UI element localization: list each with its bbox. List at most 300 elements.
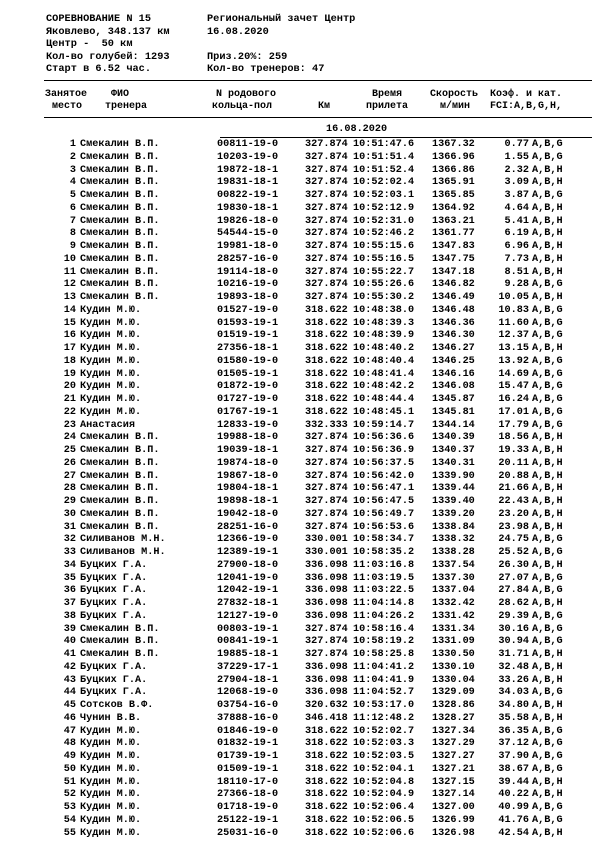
cell-cat: A,B,G — [532, 381, 563, 393]
table-row — [0, 649, 600, 662]
cell-place: 15 — [63, 317, 76, 329]
cell-speed: 1365.85 — [432, 190, 475, 201]
cell-cat: A,B,H — [532, 470, 563, 482]
cell-km: 318.622 — [305, 368, 348, 380]
cell-km: 318.622 — [305, 317, 348, 329]
cell-place: 3 — [69, 164, 76, 176]
cell-coef: 20.88 — [498, 470, 529, 482]
cell-trainer: Смекалин В.П. — [80, 279, 160, 291]
cell-cat: A,B,H — [532, 521, 563, 533]
cell-ring: 19981-18-0 — [217, 241, 279, 252]
cell-cat: A,B,G — [532, 368, 563, 380]
table-row — [0, 241, 600, 254]
cell-speed: 1347.83 — [432, 241, 475, 252]
cell-time: 10:52:06.5 — [353, 814, 415, 826]
cell-speed: 1340.37 — [432, 445, 475, 456]
cell-km: 336.098 — [305, 674, 348, 686]
cell-cat: A,B,H — [532, 228, 563, 240]
cell-cat: A,B,H — [532, 457, 563, 469]
header-date: 16.08.2020 — [207, 25, 269, 38]
cell-coef: 40.99 — [498, 802, 529, 813]
cell-ring: 00803-19-1 — [217, 623, 279, 635]
cell-cat: A,B,G — [532, 279, 563, 291]
cell-cat: A,B,G — [532, 406, 563, 418]
cell-speed: 1339.40 — [432, 496, 475, 507]
cell-km: 318.622 — [305, 304, 348, 316]
cell-cat: A,B,G — [532, 636, 563, 648]
cell-trainer: Кудин М.Ю. — [80, 394, 142, 405]
cell-coef: 13.92 — [498, 355, 529, 367]
cell-trainer: Смекалин В.П. — [80, 253, 160, 265]
cell-km: 327.874 — [305, 457, 348, 469]
table-row — [0, 356, 600, 369]
cell-trainer: Смекалин В.П. — [80, 649, 160, 660]
cell-cat: A,B,G — [532, 190, 563, 201]
cell-time: 10:52:03.1 — [353, 190, 415, 201]
cell-trainer: Кудин М.Ю. — [80, 776, 142, 788]
cell-trainer: Буцких Г.А. — [80, 661, 148, 673]
cell-time: 10:56:37.5 — [353, 457, 415, 469]
cell-place: 28 — [63, 483, 76, 495]
cell-cat: A,B,H — [532, 177, 563, 189]
cell-trainer: Смекалин В.П. — [80, 228, 160, 240]
cell-km: 336.098 — [305, 661, 348, 673]
cell-place: 45 — [63, 700, 76, 711]
cell-place: 26 — [63, 457, 76, 469]
cell-speed: 1330.04 — [432, 674, 475, 686]
cell-coef: 33.26 — [498, 674, 529, 686]
cell-cat: A,B,H — [532, 215, 563, 227]
cell-speed: 1327.29 — [432, 738, 475, 750]
cell-km: 327.874 — [305, 266, 348, 278]
cell-trainer: Смекалин В.П. — [80, 164, 160, 176]
cell-ring: 12833-19-0 — [217, 419, 279, 431]
cell-place: 46 — [63, 712, 76, 724]
cell-place: 23 — [63, 419, 76, 431]
date-group-label: 16.08.2020 — [326, 124, 388, 135]
cell-place: 47 — [63, 725, 76, 737]
cell-km: 318.622 — [305, 802, 348, 813]
cell-cat: A,B,G — [532, 139, 563, 150]
cell-place: 52 — [63, 789, 76, 801]
cell-km: 336.098 — [305, 559, 348, 571]
cell-place: 6 — [69, 202, 76, 214]
cell-km: 327.874 — [305, 508, 348, 520]
cell-speed: 1331.42 — [432, 610, 475, 622]
cell-km: 327.874 — [305, 279, 348, 291]
table-row — [0, 190, 600, 203]
cell-coef: 3.09 — [504, 177, 529, 189]
table-row — [0, 445, 600, 458]
cell-time: 10:58:34.7 — [353, 534, 415, 546]
cell-place: 16 — [63, 330, 76, 342]
cell-time: 10:58:25.8 — [353, 649, 415, 660]
cell-coef: 34.03 — [498, 687, 529, 699]
cell-place: 24 — [63, 432, 76, 444]
cell-km: 318.622 — [305, 776, 348, 788]
cell-trainer: Смекалин В.П. — [80, 623, 160, 635]
cell-place: 40 — [63, 636, 76, 648]
cell-coef: 12.37 — [498, 330, 529, 342]
cell-ring: 01718-19-0 — [217, 802, 279, 813]
cell-trainer: Кудин М.Ю. — [80, 317, 142, 329]
table-row — [0, 764, 600, 777]
cell-ring: 54544-15-0 — [217, 228, 279, 240]
cell-km: 318.622 — [305, 394, 348, 405]
cell-time: 10:58:16.4 — [353, 623, 415, 635]
cell-ring: 00811-19-0 — [217, 139, 279, 150]
cell-place: 50 — [63, 763, 76, 775]
table-row — [0, 662, 600, 675]
cell-km: 336.098 — [305, 598, 348, 609]
table-row — [0, 534, 600, 547]
cell-km: 318.622 — [305, 381, 348, 393]
cell-place: 44 — [63, 687, 76, 699]
cell-time: 10:52:31.0 — [353, 215, 415, 227]
cell-cat: A,B,G — [532, 534, 563, 546]
cell-ring: 01509-19-1 — [217, 763, 279, 775]
cell-speed: 1346.36 — [432, 317, 475, 329]
cell-trainer: Кудин М.Ю. — [80, 814, 142, 826]
table-row — [0, 636, 600, 649]
table-row — [0, 802, 600, 815]
cell-time: 10:52:02.7 — [353, 725, 415, 737]
cell-place: 42 — [63, 661, 76, 673]
cell-coef: 13.15 — [498, 343, 529, 354]
cell-time: 10:52:04.8 — [353, 776, 415, 788]
cell-cat: A,B,H — [532, 700, 563, 711]
cell-time: 10:55:16.5 — [353, 253, 415, 265]
cell-trainer: Смекалин В.П. — [80, 190, 160, 201]
cell-trainer: Кудин М.Ю. — [80, 343, 142, 354]
cell-time: 10:58:35.2 — [353, 547, 415, 558]
cell-time: 10:55:26.6 — [353, 279, 415, 291]
cell-time: 10:53:17.0 — [353, 700, 415, 711]
cell-km: 327.874 — [305, 151, 348, 163]
cell-time: 11:04:26.2 — [353, 610, 415, 622]
cell-time: 10:56:36.6 — [353, 432, 415, 444]
cell-km: 318.622 — [305, 827, 348, 839]
cell-cat: A,B,H — [532, 827, 563, 839]
cell-cat: A,B,G — [532, 610, 563, 622]
table-row — [0, 624, 600, 637]
cell-trainer: Буцких Г.А. — [80, 559, 148, 571]
cell-coef: 7.73 — [504, 253, 529, 265]
cell-km: 318.622 — [305, 789, 348, 801]
cell-cat: A,B,H — [532, 432, 563, 444]
cell-time: 10:52:04.9 — [353, 789, 415, 801]
cell-place: 30 — [63, 508, 76, 520]
table-row — [0, 228, 600, 241]
table-row — [0, 318, 600, 331]
cell-time: 10:52:12.9 — [353, 202, 415, 214]
cell-speed: 1327.14 — [432, 789, 475, 801]
cell-speed: 1346.08 — [432, 381, 475, 393]
cell-km: 318.622 — [305, 738, 348, 750]
cell-coef: 21.66 — [498, 483, 529, 495]
cell-coef: 30.16 — [498, 623, 529, 635]
cell-ring: 00822-19-1 — [217, 190, 279, 201]
cell-trainer: Кудин М.Ю. — [80, 304, 142, 316]
cell-place: 4 — [69, 177, 76, 189]
col-place-2: место — [52, 101, 83, 112]
cell-ring: 19893-18-0 — [217, 292, 279, 303]
cell-time: 10:56:53.6 — [353, 521, 415, 533]
cell-coef: 15.47 — [498, 381, 529, 393]
cell-coef: 39.44 — [498, 776, 529, 788]
birds-count: Кол-во голубей: 1293 — [46, 50, 170, 63]
cell-place: 8 — [69, 228, 76, 240]
cell-speed: 1330.10 — [432, 661, 475, 673]
cell-ring: 01593-19-1 — [217, 317, 279, 329]
cell-ring: 19042-18-0 — [217, 508, 279, 520]
table-row — [0, 203, 600, 216]
table-row — [0, 738, 600, 751]
cell-ring: 19114-18-0 — [217, 266, 279, 278]
cell-time: 11:04:41.9 — [353, 674, 415, 686]
cell-coef: 18.56 — [498, 432, 529, 444]
cell-coef: 40.22 — [498, 789, 529, 801]
table-row — [0, 305, 600, 318]
cell-ring: 19898-18-1 — [217, 496, 279, 507]
cell-time: 10:48:42.2 — [353, 381, 415, 393]
cell-trainer: Кудин М.Ю. — [80, 789, 142, 801]
table-row — [0, 483, 600, 496]
cell-time: 10:51:47.6 — [353, 139, 415, 150]
cell-km: 327.874 — [305, 228, 348, 240]
cell-coef: 17.79 — [498, 419, 529, 431]
cell-speed: 1332.42 — [432, 598, 475, 609]
cell-place: 36 — [63, 585, 76, 597]
cell-place: 34 — [63, 559, 76, 571]
cell-place: 48 — [63, 738, 76, 750]
cell-ring: 27356-18-1 — [217, 343, 279, 354]
cell-speed: 1366.86 — [432, 164, 475, 176]
cell-km: 330.001 — [305, 547, 348, 558]
cell-cat: A,B,G — [532, 802, 563, 813]
cell-coef: 36.35 — [498, 725, 529, 737]
cell-cat: A,B,G — [532, 763, 563, 775]
cell-km: 327.874 — [305, 521, 348, 533]
cell-trainer: Кудин М.Ю. — [80, 827, 142, 839]
cell-cat: A,B,H — [532, 292, 563, 303]
cell-cat: A,B,H — [532, 202, 563, 214]
cell-place: 41 — [63, 649, 76, 660]
cell-speed: 1327.15 — [432, 776, 475, 788]
cell-cat: A,B,H — [532, 674, 563, 686]
cell-place: 12 — [63, 279, 76, 291]
col-name-2: тренера — [105, 101, 148, 112]
cell-coef: 26.30 — [498, 559, 529, 571]
cell-place: 7 — [69, 215, 76, 227]
table-row — [0, 713, 600, 726]
start-time: Старт в 6.52 час. — [46, 63, 152, 76]
cell-ring: 12068-19-0 — [217, 687, 279, 699]
cell-coef: 10.05 — [498, 292, 529, 303]
cell-speed: 1331.09 — [432, 636, 475, 648]
cell-coef: 0.77 — [504, 139, 529, 150]
cell-coef: 32.48 — [498, 661, 529, 673]
cell-speed: 1346.49 — [432, 292, 475, 303]
cell-cat: A,B,H — [532, 598, 563, 609]
col-coef-1: Коэф. и кат. — [490, 89, 563, 100]
cell-trainer: Смекалин В.П. — [80, 470, 160, 482]
cell-time: 10:51:51.4 — [353, 151, 415, 163]
cell-km: 318.622 — [305, 814, 348, 826]
cell-place: 43 — [63, 674, 76, 686]
table-row — [0, 560, 600, 573]
cell-coef: 22.43 — [498, 496, 529, 507]
prizes-count: Приз.20%: 259 — [207, 50, 288, 63]
table-row — [0, 330, 600, 343]
table-row — [0, 394, 600, 407]
cell-speed: 1361.77 — [432, 228, 475, 240]
cell-km: 332.333 — [305, 419, 348, 431]
cell-place: 19 — [63, 368, 76, 380]
cell-time: 10:52:04.1 — [353, 763, 415, 775]
cell-ring: 01727-19-0 — [217, 394, 279, 405]
cell-time: 10:56:49.7 — [353, 508, 415, 520]
cell-speed: 1365.91 — [432, 177, 475, 189]
cell-ring: 25031-16-0 — [217, 827, 279, 839]
cell-trainer: Смекалин В.П. — [80, 202, 160, 214]
cell-time: 10:55:15.6 — [353, 241, 415, 252]
cell-trainer: Силиванов М.Н. — [80, 547, 166, 558]
cell-coef: 20.11 — [498, 457, 529, 469]
cell-place: 18 — [63, 355, 76, 367]
cell-speed: 1364.92 — [432, 202, 475, 214]
table-row — [0, 420, 600, 433]
table-row — [0, 726, 600, 739]
cell-ring: 12041-19-0 — [217, 572, 279, 584]
cell-ring: 01580-19-0 — [217, 355, 279, 367]
cell-km: 346.418 — [305, 712, 348, 724]
cell-cat: A,B,G — [532, 547, 563, 558]
cell-coef: 30.94 — [498, 636, 529, 648]
cell-speed: 1363.21 — [432, 215, 475, 227]
cell-ring: 18110-17-0 — [217, 776, 279, 788]
table-top-rule — [44, 80, 592, 81]
cell-cat: A,B,G — [532, 394, 563, 405]
cell-ring: 12127-19-0 — [217, 610, 279, 622]
cell-km: 327.874 — [305, 636, 348, 648]
cell-time: 11:03:16.8 — [353, 559, 415, 571]
table-row — [0, 407, 600, 420]
cell-ring: 27366-18-0 — [217, 789, 279, 801]
col-speed-2: м/мин — [440, 101, 471, 112]
cell-trainer: Буцких Г.А. — [80, 610, 148, 622]
table-row — [0, 458, 600, 471]
cell-coef: 29.39 — [498, 610, 529, 622]
cell-km: 320.632 — [305, 700, 348, 711]
cell-speed: 1367.32 — [432, 139, 475, 150]
cell-km: 318.622 — [305, 330, 348, 342]
cell-cat: A,B,H — [532, 343, 563, 354]
table-row — [0, 216, 600, 229]
cell-speed: 1327.21 — [432, 763, 475, 775]
cell-ring: 25122-19-1 — [217, 814, 279, 826]
cell-place: 27 — [63, 470, 76, 482]
cell-ring: 19872-18-1 — [217, 164, 279, 176]
cell-coef: 37.90 — [498, 751, 529, 762]
cell-km: 336.098 — [305, 687, 348, 699]
cell-km: 327.874 — [305, 164, 348, 176]
cell-coef: 27.84 — [498, 585, 529, 597]
cell-coef: 14.69 — [498, 368, 529, 380]
cell-ring: 03754-16-0 — [217, 700, 279, 711]
cell-place: 31 — [63, 521, 76, 533]
cell-cat: A,B,H — [532, 445, 563, 456]
cell-place: 25 — [63, 445, 76, 456]
region-title: Региональный зачет Центр — [207, 13, 356, 25]
table-row — [0, 432, 600, 445]
cell-trainer: Кудин М.Ю. — [80, 406, 142, 418]
trainers-count: Кол-во тренеров: 47 — [207, 63, 325, 76]
cell-speed: 1331.34 — [432, 623, 475, 635]
cell-place: 54 — [63, 814, 76, 826]
table-row — [0, 509, 600, 522]
cell-cat: A,B,H — [532, 164, 563, 176]
table-row — [0, 279, 600, 292]
cell-trainer: Смекалин В.П. — [80, 139, 160, 150]
cell-speed: 1339.44 — [432, 483, 475, 495]
cell-time: 11:03:19.5 — [353, 572, 415, 584]
cell-km: 327.874 — [305, 470, 348, 482]
table-row — [0, 611, 600, 624]
cell-time: 10:48:38.0 — [353, 304, 415, 316]
cell-trainer: Смекалин В.П. — [80, 241, 160, 252]
cell-ring: 37229-17-1 — [217, 661, 279, 673]
cell-km: 327.874 — [305, 241, 348, 252]
cell-ring: 00841-19-1 — [217, 636, 279, 648]
cell-km: 318.622 — [305, 343, 348, 354]
table-row — [0, 152, 600, 165]
cell-cat: A,B,H — [532, 483, 563, 495]
cell-place: 32 — [63, 534, 76, 546]
cell-speed: 1346.25 — [432, 355, 475, 367]
table-row — [0, 177, 600, 190]
cell-speed: 1330.50 — [432, 649, 475, 660]
cell-coef: 23.20 — [498, 508, 529, 520]
cell-trainer: Буцких Г.А. — [80, 572, 148, 584]
cell-time: 10:48:45.1 — [353, 406, 415, 418]
cell-trainer: Смекалин В.П. — [80, 508, 160, 520]
cell-ring: 12042-19-1 — [217, 585, 279, 597]
cell-cat: A,B,H — [532, 712, 563, 724]
center-distance: Центр - 50 км — [46, 38, 133, 51]
cell-ring: 28251-16-0 — [217, 521, 279, 533]
cell-coef: 4.64 — [504, 202, 529, 214]
cell-time: 11:04:41.2 — [353, 661, 415, 673]
col-time-2: прилета — [366, 101, 409, 112]
table-row — [0, 675, 600, 688]
cell-ring: 01505-19-1 — [217, 368, 279, 380]
cell-coef: 6.19 — [504, 228, 529, 240]
table-row — [0, 496, 600, 509]
cell-speed: 1339.90 — [432, 470, 475, 482]
cell-coef: 28.62 — [498, 598, 529, 609]
table-row — [0, 700, 600, 713]
cell-time: 10:52:06.6 — [353, 827, 415, 839]
cell-cat: A,B,G — [532, 814, 563, 826]
cell-speed: 1347.18 — [432, 266, 475, 278]
cell-speed: 1339.20 — [432, 508, 475, 520]
cell-trainer: Смекалин В.П. — [80, 266, 160, 278]
cell-cat: A,B,G — [532, 304, 563, 316]
cell-trainer: Буцких Г.А. — [80, 674, 148, 686]
cell-speed: 1326.99 — [432, 814, 475, 826]
col-ring-1: N родового — [216, 89, 277, 100]
